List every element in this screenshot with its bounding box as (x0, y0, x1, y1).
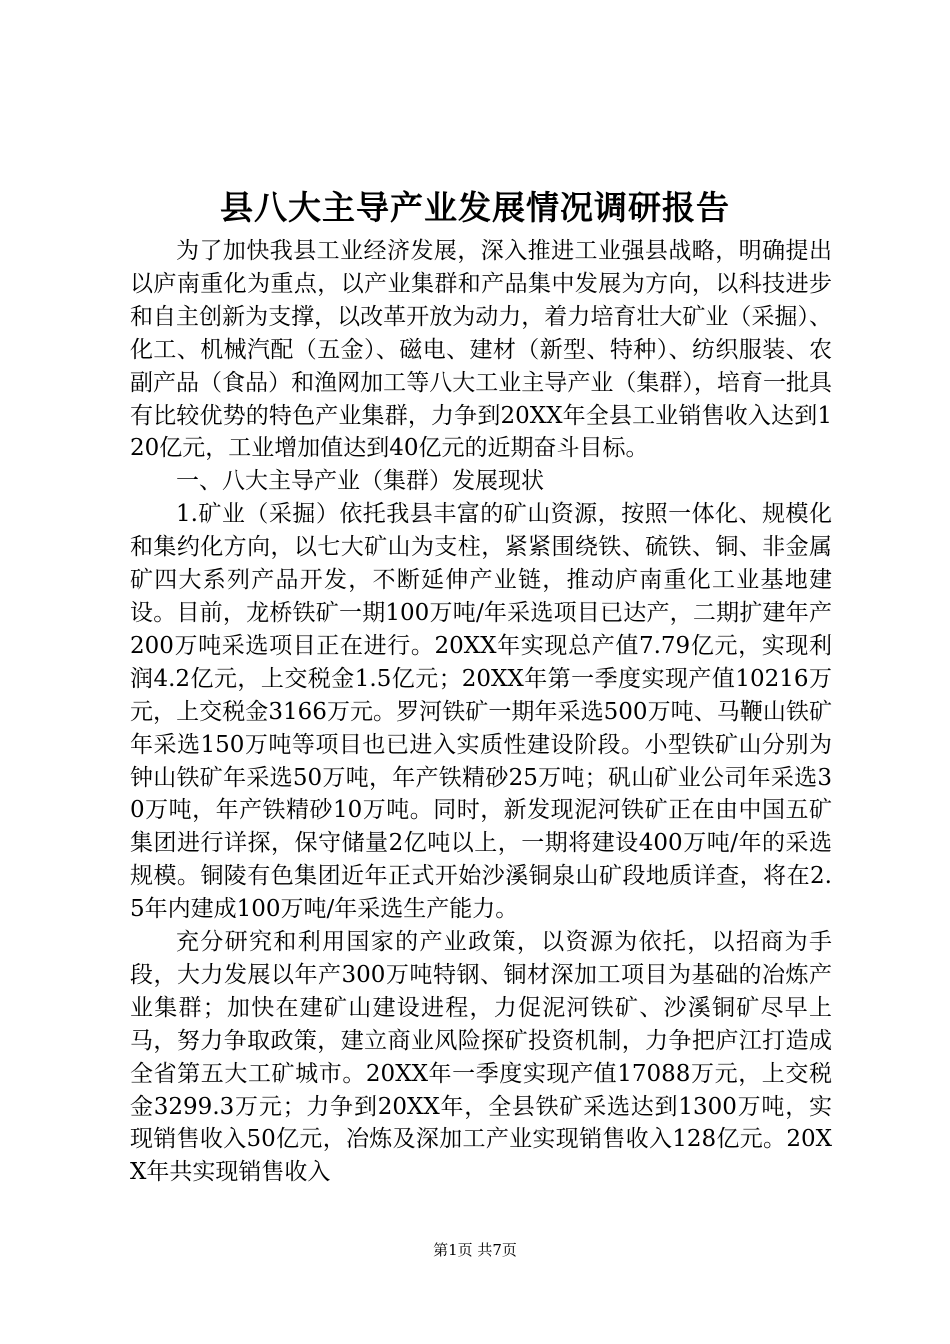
policy-paragraph: 充分研究和利用国家的产业政策，以资源为依托，以招商为手段，大力发展以年产300万吨特钢、铜材深加工项目为基础的冶炼产业集群；加快在建矿山建设进程，力促泥河铁矿、沙溪铜矿尽早上马，努力争取政策，建立商业风险探矿投资机制，力争把庐江打造成全省第五大工矿城市。20XX年一季度实现产值17088万元，上交税金3299.3万元；力争到20XX年，全县铁矿采选达到1300万吨，实现销售收入50亿元，冶炼及深加工产业实现销售收入128亿元。20XX年共实现销售收入 (130, 929, 832, 1186)
mining-paragraph: 1.矿业（采掘）依托我县丰富的矿山资源，按照一体化、规模化和集约化方向，以七大矿山为支柱，紧紧围绕铁、硫铁、铜、非金属矿四大系列产品开发，不断延伸产业链，推动庐南重化工业基地建设。目前，龙桥铁矿一期100万吨/年采选项目已达产，二期扩建年产200万吨采选项目正在进行。20XX年实现总产值7.79亿元，实现利润4.2亿元，上交税金1.5亿元；20XX年第一季度实现产值10216万元，上交税金3166万元。罗河铁矿一期年采选500万吨、马鞭山铁矿年采选150万吨等项目也已进入实质性建设阶段。小型铁矿山分别为钟山铁矿年采选50万吨，年产铁精砂25万吨；矾山矿业公司年采选30万吨，年产铁精砂10万吨。同时，新发现泥河铁矿正在由中国五矿集团进行详探，保守储量2亿吨以上，一期将建设400万吨/年的采选规模。铜陵有色集团近年正式开始沙溪铜泉山矿段地质详查，将在2.5年内建成100万吨/年采选生产能力。 (130, 501, 832, 923)
document-body (130, 235, 832, 1189)
intro-paragraph: 为了加快我县工业经济发展，深入推进工业强县战略，明确提出以庐南重化为重点，以产业集群和产品集中发展为方向，以科技进步和自主创新为支撑，以改革开放为动力，着力培育壮大矿业（采掘）、化工、机械汽配（五金）、磁电、建材（新型、特种）、纺织服装、农副产品（食品）和渔网加工等八大工业主导产业（集群），培育一批具有比较优势的特色产业集群，力争到20XX年全县工业销售收入达到120亿元，工业增加值达到40亿元的近期奋斗目标。 (130, 238, 832, 462)
document-title: 县八大主导产业发展情况调研报告 (220, 188, 730, 227)
page-number-footer: 第1页 共7页 (433, 1241, 517, 1259)
section-heading: 一、八大主导产业（集群）发展现状 (176, 468, 544, 495)
